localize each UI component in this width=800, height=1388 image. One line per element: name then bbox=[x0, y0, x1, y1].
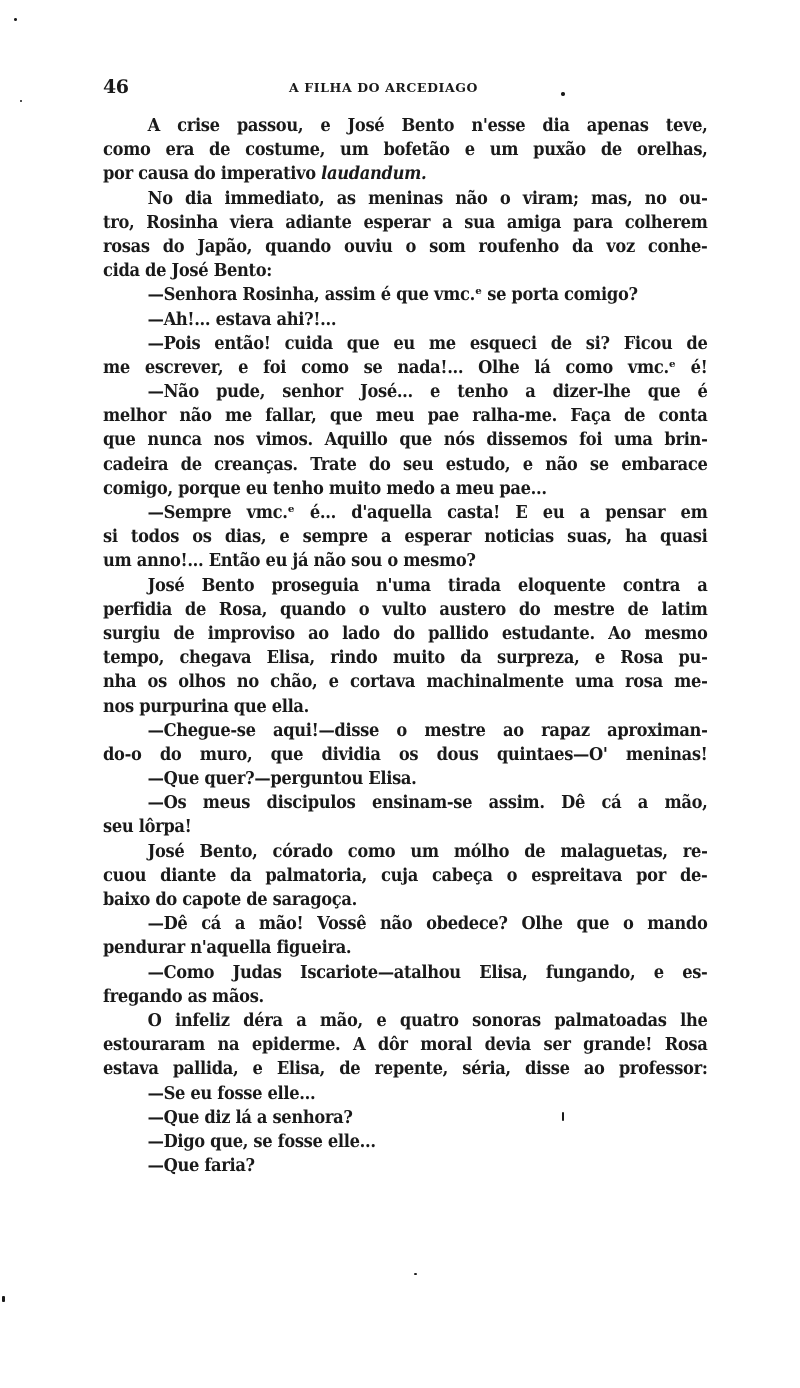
text-line bbox=[103, 840, 708, 864]
text-line bbox=[103, 1130, 665, 1154]
text-line bbox=[103, 815, 665, 839]
text-line-content: —Senhora Rosinha, assim é que vmc.ᵉ se porta comigo? bbox=[147, 285, 638, 306]
scan-speck bbox=[414, 1273, 417, 1275]
text-line-content: rosas do Japão, quando ouviu o som roufenho da voz conhe- bbox=[103, 236, 708, 257]
text-line-content: A crise passou, e José Bento n'esse dia apenas teve, bbox=[147, 116, 708, 136]
text-line-content: comigo, porque eu tenho muito medo a meu pae... bbox=[103, 478, 547, 499]
text-line bbox=[103, 1106, 665, 1130]
text-line-content: surgiu de improviso ao lado do pallido estudante. Ao mesmo bbox=[103, 623, 708, 644]
text-line bbox=[103, 646, 708, 670]
text-line-content: José Bento proseguia n'uma tirada eloquente contra a bbox=[147, 575, 708, 596]
body-text bbox=[103, 114, 707, 1178]
text-line-content: como era de costume, um bofetão e um puxão de orelhas, bbox=[103, 140, 708, 161]
text-line bbox=[103, 453, 708, 477]
text-line bbox=[103, 477, 665, 501]
text-line-content: —Como Judas Iscariote—atalhou Elisa, fungando, e es- bbox=[147, 962, 708, 983]
text-line bbox=[103, 888, 665, 912]
text-line bbox=[103, 1154, 665, 1178]
text-line-content: estava pallida, e Elisa, de repente, séria, disse ao professor: bbox=[103, 1059, 708, 1080]
text-line-content: baixo do capote de saragoça. bbox=[103, 890, 357, 910]
text-line-content: —Sempre vmc.ᵉ é... d'aquella casta! E eu a pensar em bbox=[147, 503, 708, 523]
text-line-content: —Que diz lá a senhora? bbox=[147, 1107, 353, 1128]
text-line bbox=[103, 1057, 708, 1081]
text-line bbox=[103, 308, 665, 332]
text-line bbox=[103, 283, 665, 307]
text-line-content: —Os meus discipulos ensinam-se assim. Dê cá a mão, bbox=[147, 793, 708, 814]
text-line bbox=[103, 428, 708, 452]
text-line-content: O infeliz déra a mão, e quatro sonoras palmatoadas lhe bbox=[147, 1010, 708, 1031]
text-line-content: —Digo que, se fosse elle... bbox=[147, 1131, 376, 1152]
running-title: A FILHA DO ARCEDIAGO bbox=[289, 80, 479, 95]
page-header bbox=[103, 76, 703, 98]
text-line bbox=[103, 985, 665, 1009]
text-line bbox=[103, 259, 665, 283]
text-line bbox=[103, 574, 708, 598]
text-line bbox=[103, 936, 665, 960]
text-line-content: —Se eu fosse elle... bbox=[147, 1083, 316, 1104]
page-number: 46 bbox=[103, 76, 129, 98]
text-line bbox=[103, 380, 708, 404]
scan-speck bbox=[561, 92, 565, 96]
text-line bbox=[103, 162, 665, 186]
text-line bbox=[103, 138, 708, 162]
scan-speck bbox=[14, 18, 17, 21]
text-line-content: —Chegue-se aqui!—disse o mestre ao rapaz aproximan- bbox=[147, 720, 708, 741]
text-line-content: No dia immediato, as meninas não o viram; mas, no ou- bbox=[147, 188, 708, 209]
text-line-content: si todos os dias, e sempre a esperar noticias suas, ha quasi bbox=[103, 527, 708, 548]
text-line-content: fregando as mãos. bbox=[103, 986, 264, 1007]
text-line bbox=[103, 1009, 708, 1033]
text-line bbox=[103, 235, 708, 259]
text-line bbox=[103, 695, 665, 719]
text-line bbox=[103, 961, 708, 985]
text-line bbox=[103, 549, 665, 573]
text-line-content: cuou diante da palmatoria, cuja cabeça o espreitava por de- bbox=[103, 865, 708, 886]
text-line bbox=[103, 743, 708, 767]
text-line-content: José Bento, córado como um mólho de malaguetas, re- bbox=[147, 841, 708, 862]
text-line bbox=[103, 114, 708, 138]
text-line bbox=[103, 670, 708, 694]
text-line-content: nos purpurina que ella. bbox=[103, 696, 310, 717]
text-line-content: cadeira de creanças. Trate do seu estudo, e não se embarace bbox=[103, 454, 708, 475]
text-line-content: —Que quer?—perguntou Elisa. bbox=[147, 769, 417, 790]
text-line-content: que nunca nos vimos. Aquillo que nós dissemos foi uma brin- bbox=[103, 430, 708, 451]
text-line bbox=[103, 404, 708, 428]
text-line bbox=[103, 211, 708, 235]
text-line-content: por causa do imperativo bbox=[103, 164, 316, 185]
text-line bbox=[103, 332, 708, 356]
text-line bbox=[103, 791, 708, 815]
text-line-content: —Ah!... estava ahi?!... bbox=[147, 309, 337, 330]
text-line-content: um anno!... Então eu já não sou o mesmo? bbox=[103, 551, 476, 572]
text-line-content: —Pois então! cuida que eu me esqueci de si? Ficou de bbox=[147, 333, 708, 354]
text-line bbox=[103, 525, 708, 549]
text-line bbox=[103, 912, 708, 936]
text-line bbox=[103, 187, 708, 211]
text-line bbox=[103, 767, 665, 791]
text-line bbox=[103, 719, 708, 743]
text-line-content: —Que faria? bbox=[147, 1156, 255, 1177]
text-line bbox=[103, 1082, 665, 1106]
text-line-content: seu lôrpa! bbox=[103, 817, 192, 838]
text-line-content: perfidia de Rosa, quando o vulto austero do mestre de latim bbox=[103, 599, 708, 620]
text-line bbox=[103, 356, 708, 380]
text-line-content: tempo, chegava Elisa, rindo muito da surpreza, e Rosa pu- bbox=[103, 648, 708, 669]
text-line-content: —Não pude, senhor José... e tenho a dizer-lhe que é bbox=[147, 382, 708, 403]
text-line bbox=[103, 598, 708, 622]
italic-word: laudandum. bbox=[315, 164, 427, 185]
text-line-content: pendurar n'aquella figueira. bbox=[103, 938, 352, 959]
text-line bbox=[103, 1033, 708, 1057]
text-line bbox=[103, 622, 708, 646]
text-line-content: nha os olhos no chão, e cortava machinalmente uma rosa me- bbox=[103, 672, 708, 693]
text-line bbox=[103, 864, 708, 888]
scan-speck bbox=[20, 100, 22, 102]
text-line-content: melhor não me fallar, que meu pae ralha-me. Faça de conta bbox=[103, 406, 708, 427]
text-line-content: —Dê cá a mão! Vossê não obedece? Olhe que o mando bbox=[147, 914, 708, 935]
scan-speck bbox=[2, 1296, 5, 1302]
text-line-content: estouraram na epiderme. A dôr moral devia ser grande! Rosa bbox=[103, 1035, 708, 1056]
text-line-content: tro, Rosinha viera adiante esperar a sua amiga para colherem bbox=[103, 212, 708, 233]
text-line-content: me escrever, e foi como se nada!... Olhe lá como vmc.ᵉ é! bbox=[103, 357, 708, 378]
text-line bbox=[103, 501, 708, 525]
text-line-content: do-o do muro, que dividia os dous quintaes—O' meninas! bbox=[103, 744, 708, 765]
text-line-content: cida de José Bento: bbox=[103, 261, 272, 282]
